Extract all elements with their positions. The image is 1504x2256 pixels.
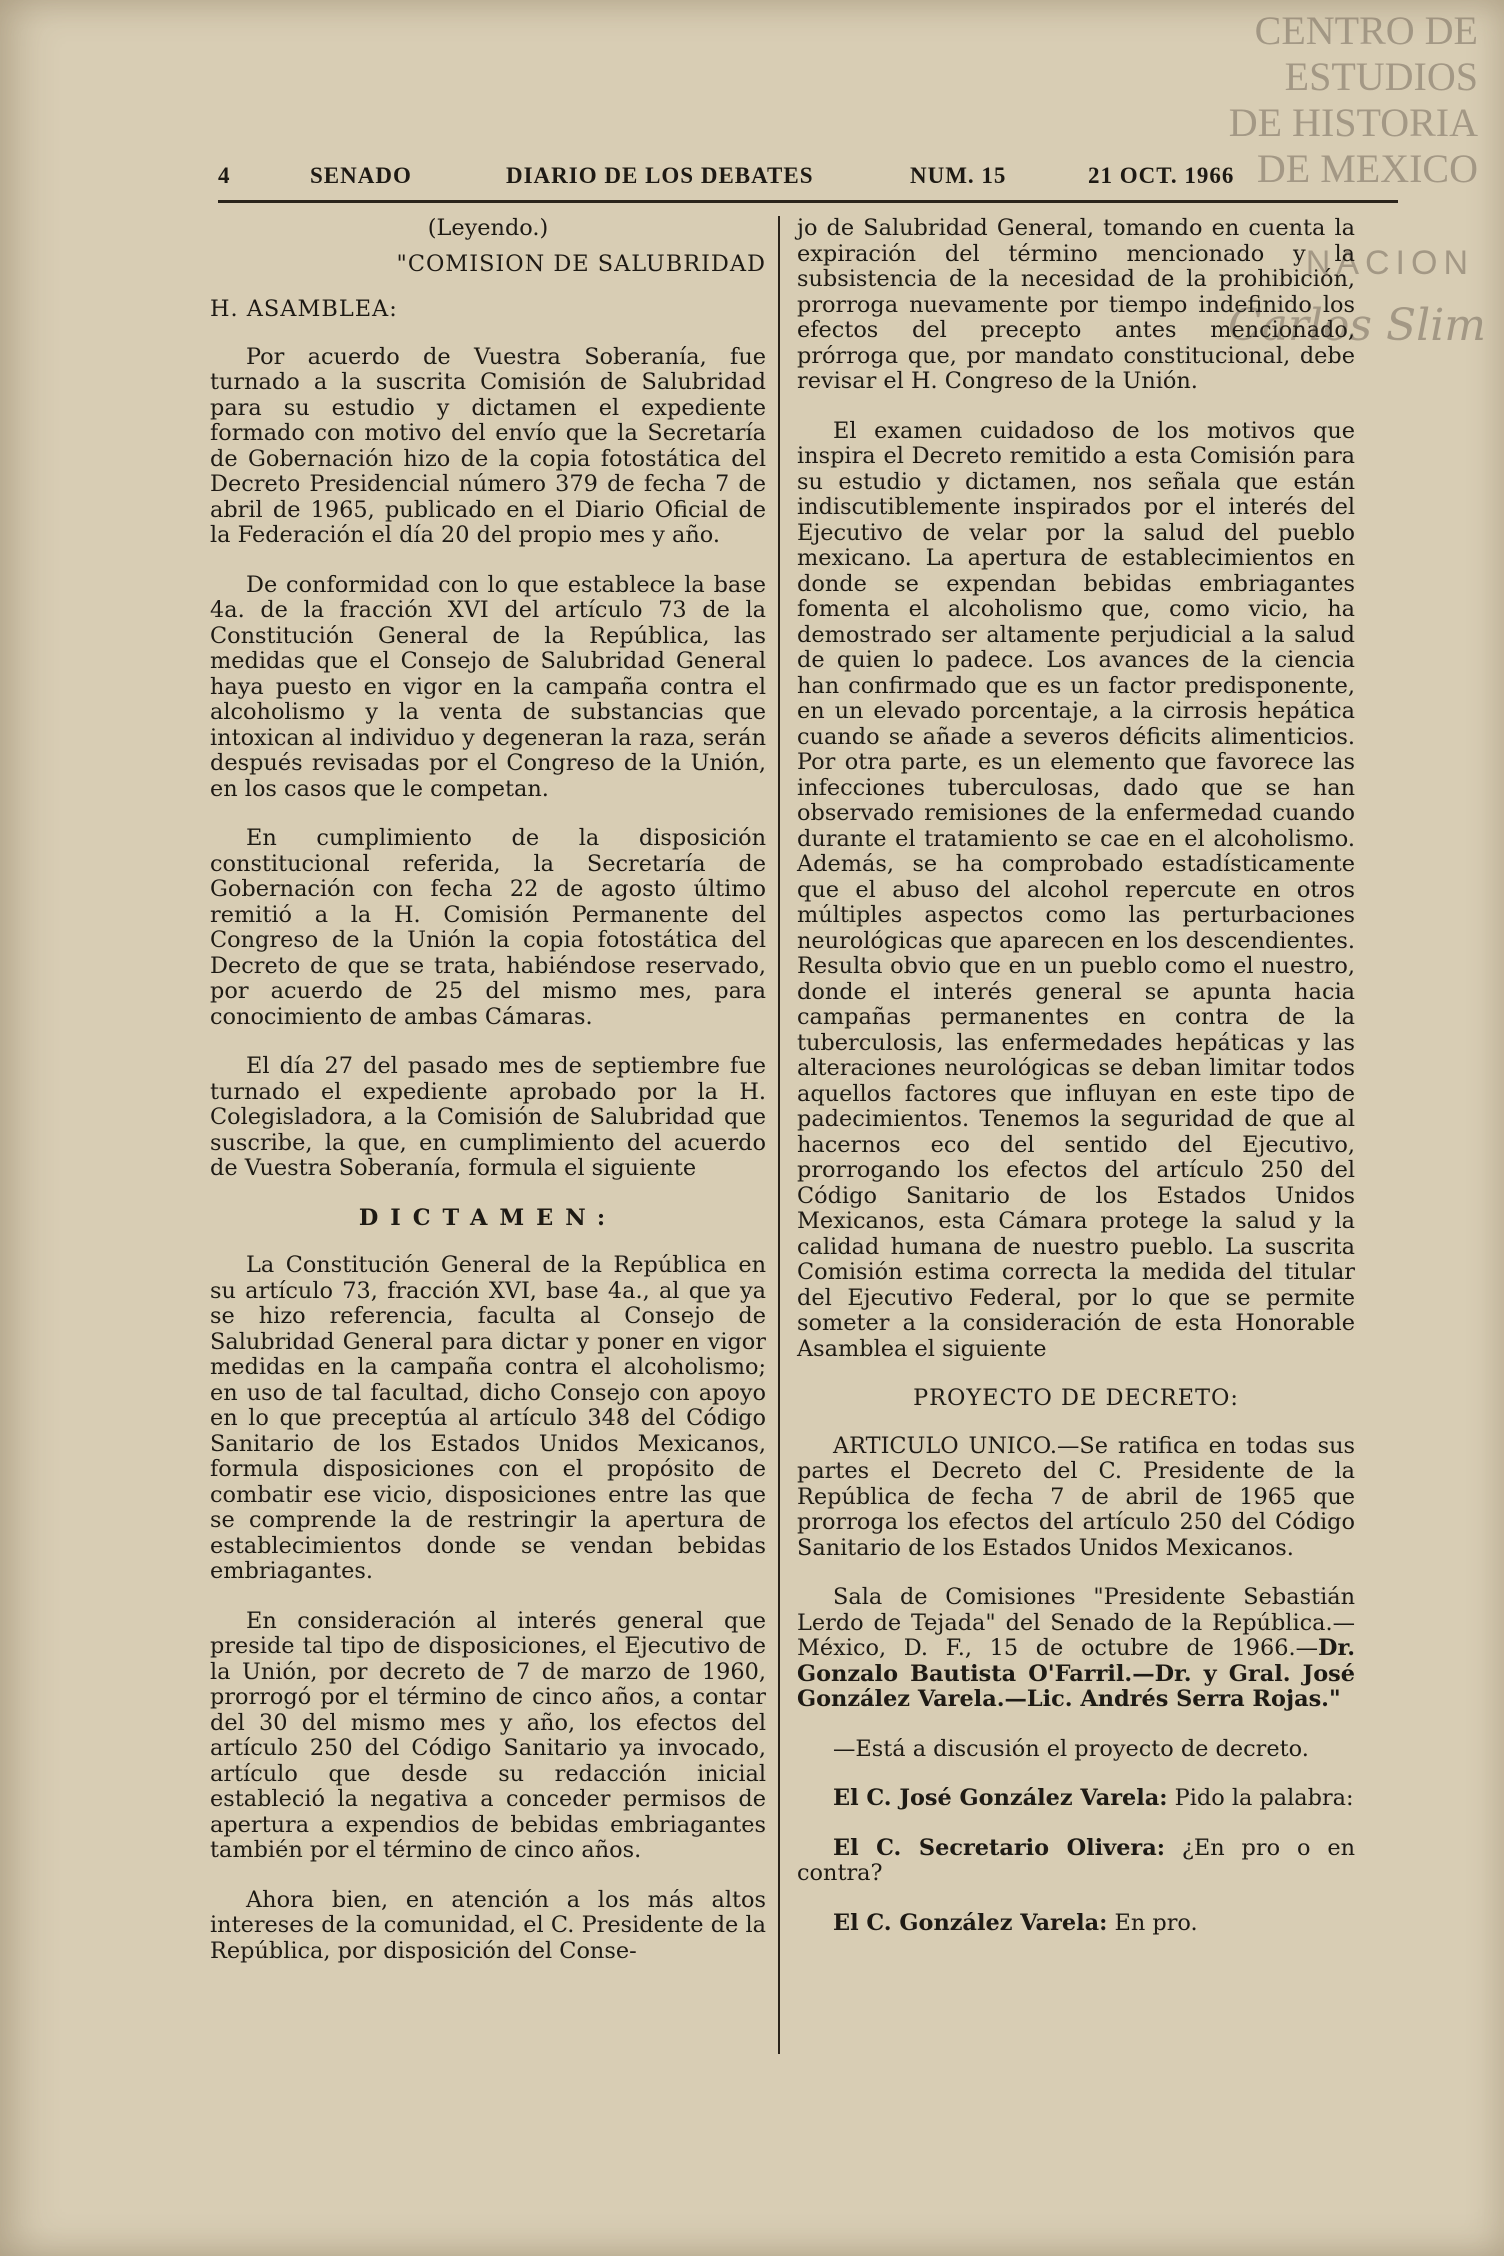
- dictamen-heading: DICTAMEN:: [358, 1204, 618, 1231]
- watermark-line: CENTRO DE: [1254, 8, 1478, 53]
- paragraph: jo de Salubridad General, tomando en cuenta la expiración del término mencionado y la subsistencia de la necesidad de la prohibición, prorroga nuevamente por tiempo indefinido los efectos del precepto antes mencionado, prórroga que, por mandato constitucional, debe revisar el H. Congreso de la Unión.: [797, 215, 1355, 394]
- speaker-name: El C. Secretario Olivera:: [833, 1834, 1166, 1861]
- paragraph: De conformidad con lo que establece la base 4a. de la fracción XVI del artículo 73 de la Constitución General de la República, las medidas que el Consejo de Salubridad General haya puesto en vigor en la campaña contra el alcoholismo y la venta de substancias que intoxican al individuo y degeneran la raza, serán después revisadas por el Congreso de la Unión, en los casos que le competan.: [210, 571, 766, 802]
- reading-note: (Leyendo.): [427, 215, 549, 241]
- article-text: ARTICULO UNICO.—Se ratifica en todas sus partes el Decreto del C. Presidente de la República de fecha 7 de abril de 1965 que prorroga los efectos del artículo 250 del Código Sanitario de los Estados Unidos Mexicanos.: [797, 1432, 1355, 1561]
- left-column: [210, 216, 766, 1988]
- paragraph: El día 27 del pasado mes de septiembre fue turnado el expediente aprobado por la H. Colegisladora, a la Comisión de Salubridad que suscribe, la que, en cumplimiento del acuerdo de Vuestra Soberanía, formula el siguiente: [210, 1053, 766, 1181]
- issue-number: NUM. 15: [910, 163, 1007, 188]
- watermark-line: DE HISTORIA: [1228, 100, 1478, 145]
- speaker-text: Pido la palabra:: [1174, 1785, 1354, 1811]
- paragraph: En cumplimiento de la disposición constitucional referida, la Secretaría de Gobernación con fecha 22 de agosto último remitió a la H. Comisión Permanente del Congreso de la Unión la copia fotostática del Decreto de que se trata, habiéndose reservado, por acuerdo de 25 del mismo mes, para conocimiento de ambas Cámaras.: [210, 825, 766, 1030]
- proyecto-heading: PROYECTO DE DECRETO:: [913, 1385, 1239, 1411]
- commission-heading: "COMISION DE SALUBRIDAD: [396, 250, 766, 277]
- signature-intro: Sala de Comisiones "Presidente Sebastián Lerdo de Tejada" del Senado de la República.—México, D. F., 15 de octubre de 1966.—: [797, 1584, 1355, 1661]
- signatories: Dr. Gonzalo Bautista O'Farril.—Dr. y Gral. José González Varela.—Lic. Andrés Serra Rojas.": [797, 1635, 1355, 1712]
- speaker-turn: [797, 1836, 1355, 1887]
- right-column: [797, 216, 1355, 1960]
- watermark-signature: Carlos Slim: [1227, 300, 1486, 351]
- speaker-turn: [797, 1786, 1355, 1812]
- signature-block: [797, 1585, 1355, 1713]
- publication-title: DIARIO DE LOS DEBATES: [506, 163, 814, 188]
- issue-date: 21 OCT. 1966: [1088, 163, 1235, 188]
- paragraph: El examen cuidadoso de los motivos que inspira el Decreto remitido a esta Comisión para su estudio y dictamen, nos señala que están indiscutiblemente inspirados por el interés del Ejecutivo de velar por la salud del pueblo mexicano. La apertura de establecimientos en donde se expendan bebidas embriagantes fomenta el alcoholismo que, como vicio, ha demostrado ser altamente perjudicial a la salud de quien lo padece. Los avances de la ciencia han confirmado que es un factor predisponente, en un elevado porcentaje, a la cirrosis hepática cuando se añade a severos déficits alimenticios. Por otra parte, es un elemento que favorece las infecciones tuberculosas, dado que se han observado remisiones de la enfermedad cuando durante el tratamiento se cae en el alcoholismo. Además, se ha comprobado estadísticamente que el abuso del alcohol repercute en otros múltiples aspectos como las perturbaciones neurológicas que aparecen en los descendientes. Resulta obvio que en un pueblo como el nuestro, donde el interés general se apunta hacia campañas permanentes en contra de la tuberculosis, las enfermedades hepáticas y las alteraciones neurológicas se deban limitar todos aquellos factores que influyan en este tipo de padecimientos. Tenemos la seguridad de que al hacernos eco del sentido del Ejecutivo, prorrogando los efectos del artículo 250 del Código Sanitario de los Estados Unidos Mexicanos, esta Cámara protege la salud y la calidad humana de nuestro pueblo. La suscrita Comisión estima correcta la medida del titular del Ejecutivo Federal, por lo que se permite someter a la consideración de esta Honorable Asamblea el siguiente: [797, 417, 1355, 1362]
- paragraph: Por acuerdo de Vuestra Soberanía, fue turnado a la suscrita Comisión de Salubridad para su estudio y dictamen el expediente formado con motivo del envío que la Secretaría de Gobernación hizo de la copia fotostática del Decreto Presidencial número 379 de fecha 7 de abril de 1965, publicado en el Diario Oficial de la Federación el día 20 del propio mes y año.: [210, 343, 766, 548]
- column-divider: [778, 216, 780, 2054]
- watermark-line: DE MEXICO: [1256, 146, 1478, 191]
- paragraph: Ahora bien, en atención a los más altos intereses de la comunidad, el C. Presidente de la República, por disposición del Conse-: [210, 1886, 766, 1964]
- watermark-line: ESTUDIOS: [1284, 54, 1478, 99]
- paragraph: En consideración al interés general que preside tal tipo de disposiciones, el Ejecutivo de la Unión, por decreto de 7 de marzo de 1960, prorrogó por el término de cinco años, a contar del 30 del mismo mes y año, los efectos del artículo 250 del Código Sanitario ya invocado, artículo que desde su redacción inicial estableció la negativa a conceder permisos de apertura a expendios de bebidas embriagantes también por el término de cinco años.: [210, 1607, 766, 1863]
- speaker-text: En pro.: [1114, 1909, 1198, 1936]
- header-rule: [218, 200, 1398, 203]
- watermark-sub: NACION: [1305, 244, 1474, 282]
- chamber-name: SENADO: [310, 163, 412, 188]
- speaker-turn: [797, 1911, 1355, 1937]
- speaker-name: El C. González Varela:: [833, 1909, 1108, 1936]
- page-number: 4: [218, 163, 231, 188]
- page-header: [218, 163, 1238, 201]
- speaker-text: ¿En pro o en contra?: [797, 1834, 1355, 1886]
- speaker-name: El C. José González Varela:: [833, 1785, 1168, 1811]
- discussion-note: —Está a discusión el proyecto de decreto.: [833, 1735, 1309, 1762]
- address-heading: H. ASAMBLEA:: [210, 296, 398, 322]
- paragraph: La Constitución General de la República en su artículo 73, fracción XVI, base 4a., al que ya se hizo referencia, faculta al Consejo de Salubridad General para dictar y poner en vigor medidas en la campaña contra el alcoholismo; en uso de tal facultad, dicho Consejo con apoyo en lo que preceptúa al artículo 348 del Código Sanitario de los Estados Unidos Mexicanos, formula disposiciones con el propósito de combatir ese vicio, disposiciones entre las que se comprende la de restringir la apertura de establecimientos donde se vendan bebidas embriagantes.: [210, 1252, 766, 1584]
